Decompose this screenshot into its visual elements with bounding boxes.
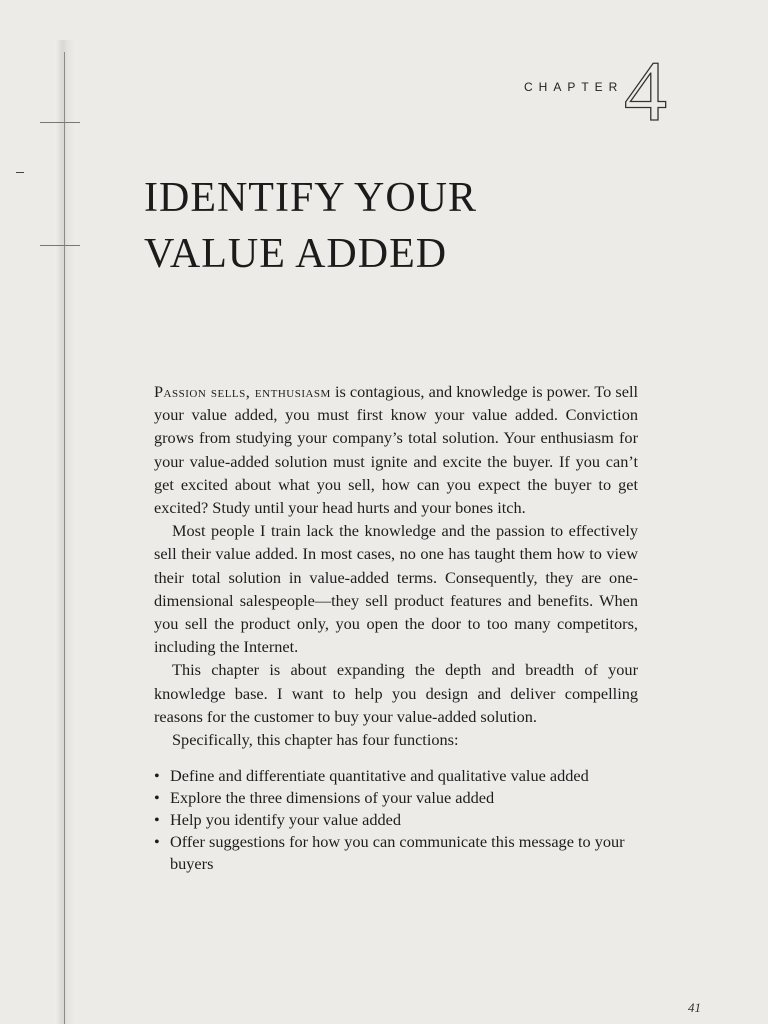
- list-item: • Help you identify your value added: [154, 809, 638, 831]
- binding-shadow: [55, 40, 77, 1024]
- paragraph-4: Specifically, this chapter has four functions:: [172, 730, 459, 750]
- list-item: • Define and differentiate quantitative and qualitative value added: [154, 765, 638, 787]
- list-item: • Offer suggestions for how you can communicate this message to your buyers: [154, 831, 638, 875]
- lead-in-small-caps: Passion sells, enthusiasm: [154, 382, 331, 401]
- list-item: • Explore the three dimensions of your value added: [154, 787, 638, 809]
- paragraph-1: [154, 380, 638, 519]
- paragraph-1-text: is contagious, and knowledge is power. To sell your value added, you must first know your value added. Conviction grows from studying your company’s total solution. Your enthusiasm for your value-added solution must ignite and excite the buyer. If you can’t get excited about what you sell, how can you expect the buyer to get excited? Study until your head hurts and your bones itch.: [154, 382, 638, 518]
- chapter-title-line-2: VALUE ADDED: [144, 231, 448, 277]
- body-text: [154, 380, 638, 875]
- paragraph-3: This chapter is about expanding the depth and breadth of your knowledge base. I want to help you design and deliver compelling reasons for the customer to buy your value-added solution.: [154, 660, 638, 726]
- binding-edge-line: [64, 52, 65, 1024]
- margin-mark: [16, 172, 24, 173]
- chapter-title: [144, 170, 477, 282]
- chapter-title-line-1: IDENTIFY YOUR: [144, 175, 478, 221]
- chapter-number: 4: [624, 43, 667, 139]
- paragraph-2: Most people I train lack the knowledge and the passion to effectively sell their value added. In most cases, no one has taught them how to view their total solution in value-added terms. Consequently, they are one-dimensional salespeople—they sell product features and benefits. When you sell the product only, you open the door to too many competitors, including the Internet.: [154, 521, 638, 657]
- function-list: [154, 765, 638, 875]
- margin-mark: [40, 245, 80, 246]
- page-number: 41: [688, 1000, 701, 1015]
- chapter-label: CHAPTER: [524, 80, 624, 94]
- margin-mark: [40, 122, 80, 123]
